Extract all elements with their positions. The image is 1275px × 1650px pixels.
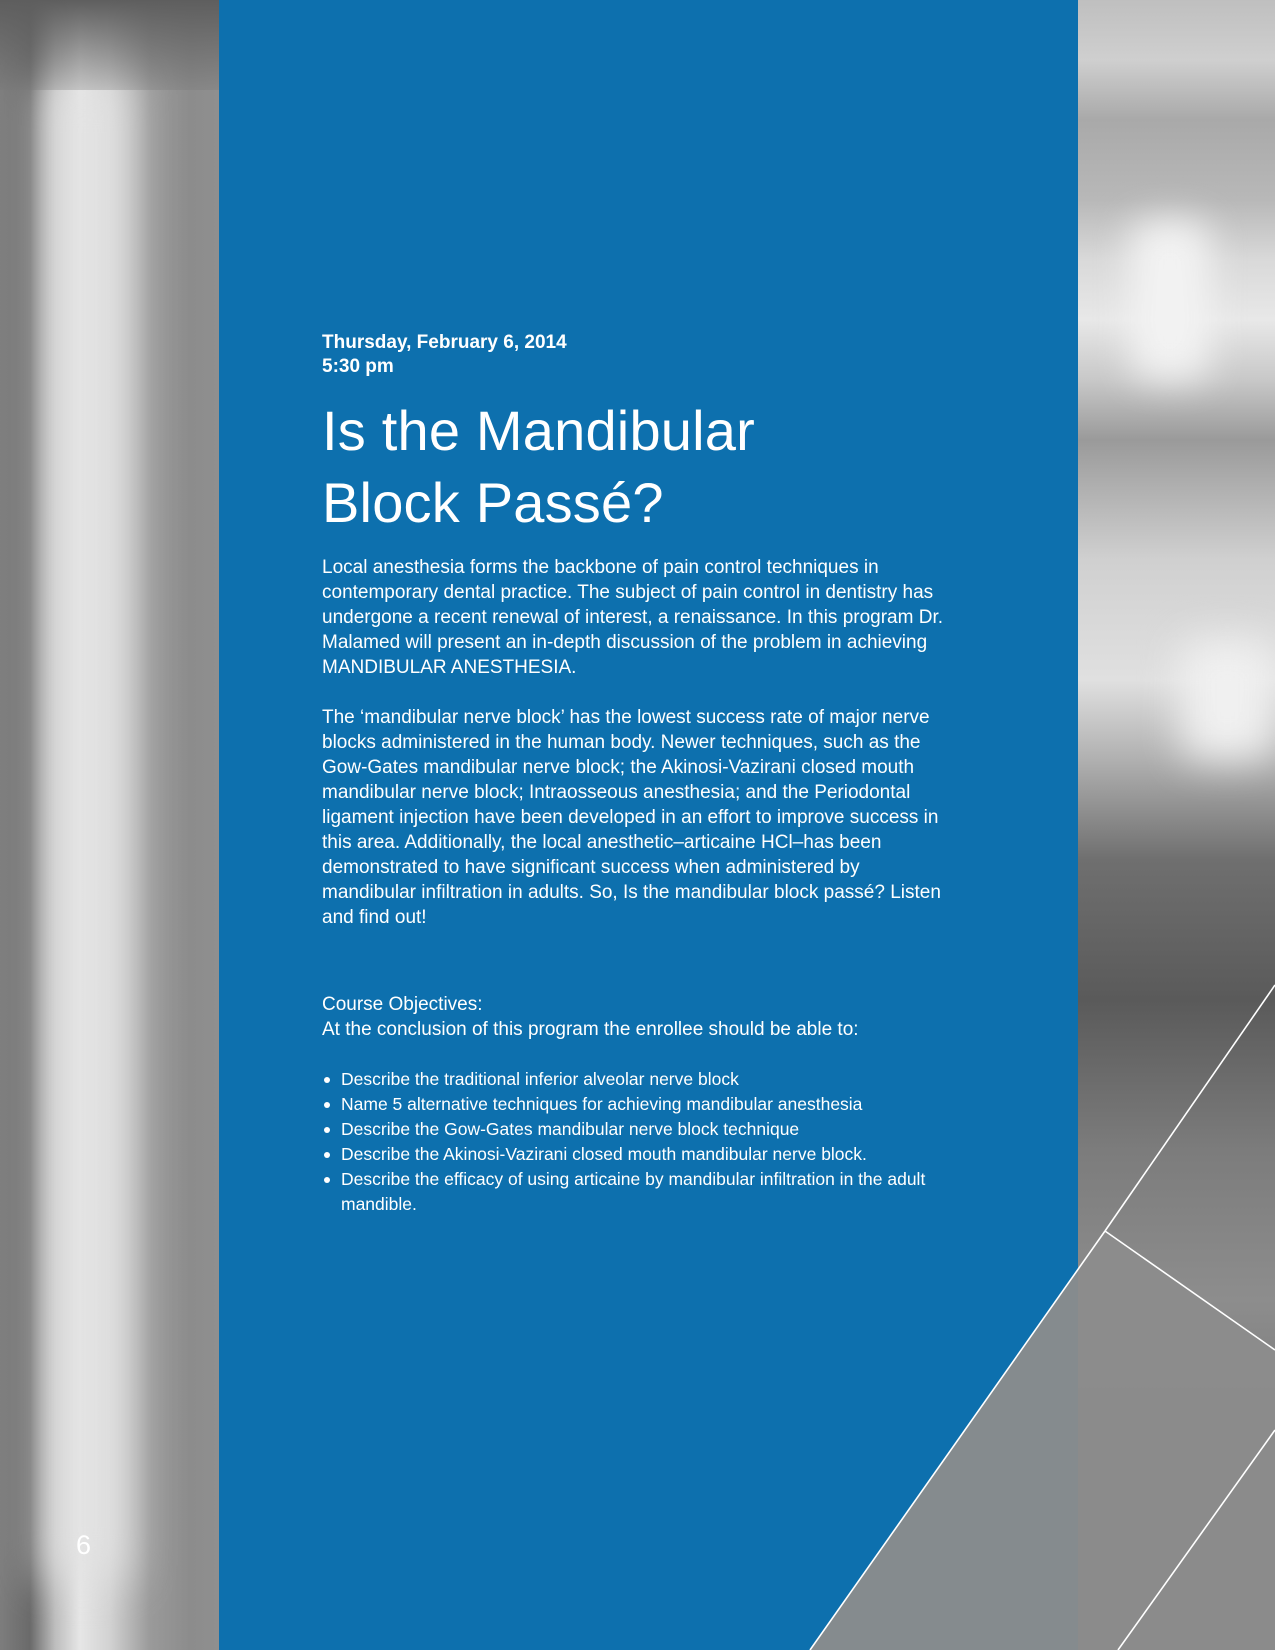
article-content bbox=[322, 331, 952, 1217]
title-line-1: Is the Mandibular bbox=[322, 399, 755, 462]
title-line-2: Block Passé? bbox=[322, 471, 664, 534]
objective-item: Describe the Akinosi-Vazirani closed mouth mandibular nerve block. bbox=[322, 1142, 952, 1167]
objectives-intro: At the conclusion of this program the enrollee should be able to: bbox=[322, 1019, 859, 1040]
body-paragraph: The ‘mandibular nerve block’ has the lowest success rate of major nerve blocks administered in the human body. Newer techniques, such as the Gow-Gates mandibular nerve block; the Akinosi-Vazirani closed mouth mandibular nerve block; Intraosseous anesthesia; and the Periodontal ligament injection have been developed in an effort to improve success in this area. Additionally, the local anesthetic–articaine HCl–has been demonstrated to have significant success when administered by mandibular infiltration in adults. So, Is the mandibular block passé? Listen and find out! bbox=[322, 707, 941, 928]
course-objectives bbox=[322, 992, 952, 1217]
objective-item: Name 5 alternative techniques for achieving mandibular anesthesia bbox=[322, 1092, 952, 1117]
diagonal-line bbox=[1105, 985, 1275, 1231]
objectives-heading: Course Objectives: bbox=[322, 994, 483, 1015]
objective-item: Describe the traditional inferior alveolar nerve block bbox=[322, 1067, 952, 1092]
objective-item: Describe the efficacy of using articaine by mandibular infiltration in the adult mandible. bbox=[322, 1167, 952, 1217]
objectives-list bbox=[322, 1067, 952, 1217]
event-time: 5:30 pm bbox=[322, 356, 394, 377]
objective-item: Describe the Gow-Gates mandibular nerve block technique bbox=[322, 1117, 952, 1142]
diagonal-wedge bbox=[810, 1231, 1275, 1650]
event-date: Thursday, February 6, 2014 bbox=[322, 332, 567, 353]
article-title bbox=[322, 395, 952, 539]
page-number: 6 bbox=[76, 1530, 92, 1560]
intro-paragraph: Local anesthesia forms the backbone of pain control techniques in contemporary dental practice. The subject of pain control in dentistry has undergone a recent renewal of interest, a renaissance. In this program Dr. Malamed will present an in-depth discussion of the problem in achieving MANDIBULAR ANESTHESIA. bbox=[322, 557, 944, 678]
